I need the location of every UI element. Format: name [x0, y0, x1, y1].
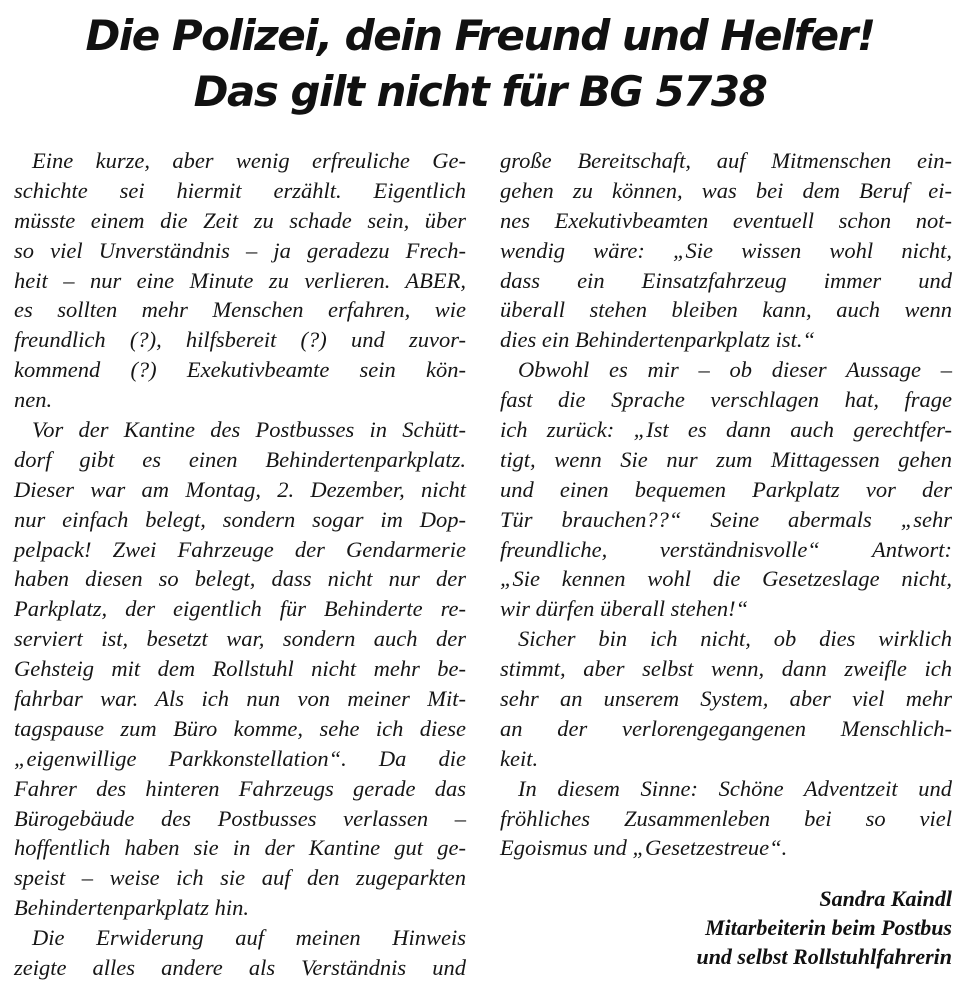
text-line: schichte sei hiermit erzählt. Eigentlich	[14, 177, 466, 203]
text-line: wendig wäre: „Sie wissen wohl nicht,	[500, 237, 952, 263]
text-line: sehr an unserem System, aber viel mehr	[500, 686, 952, 712]
text-line: fast die Sprache verschlagen hat, frage	[500, 387, 952, 413]
text-line: es sollten mehr Menschen erfahren, wie	[14, 297, 466, 323]
text-line: „eigenwillige Parkkonstellation“. Da die	[14, 745, 466, 771]
text-line: Sicher bin ich nicht, ob dies wirklich	[518, 626, 952, 652]
text-line: Vor der Kantine des Postbusses in Schütt-	[32, 417, 466, 443]
text-line: Eine kurze, aber wenig erfreuliche Ge-	[32, 148, 466, 173]
headline-line-1: Die Polizei, dein Freund und Helfer!	[85, 11, 875, 60]
author-note: und selbst Rollstuhlfahrerin	[696, 944, 952, 969]
text-line: tigt, wenn Sie nur zum Mittagessen gehen	[500, 446, 952, 472]
text-line: fröhliches Zusammenleben bei so viel	[500, 805, 952, 831]
text-line: Fahrer des hinteren Fahrzeugs gerade das	[14, 775, 466, 801]
text-line: Gehsteig mit dem Rollstuhl nicht mehr be-	[14, 656, 466, 682]
text-line: kommend (?) Exekutivbeamte sein kön-	[14, 357, 466, 383]
text-line: an der verlorengegangenen Menschlich-	[500, 715, 952, 741]
text-line: serviert ist, besetzt war, sondern auch der	[14, 626, 466, 652]
text-line: müsste einem die Zeit zu schade sein, über	[14, 207, 466, 233]
left-column	[14, 146, 466, 983]
text-line: gehen zu können, was bei dem Beruf ei-	[500, 177, 952, 203]
signature-block	[560, 884, 952, 971]
text-line: Tür brauchen??“ Seine abermals „sehr	[500, 506, 952, 532]
text-line: überall stehen bleiben kann, auch wenn	[500, 297, 952, 323]
right-column	[500, 146, 952, 863]
text-line: hoffentlich haben sie in der Kantine gut ge-	[14, 835, 466, 861]
text-line: so viel Unverständnis – ja geradezu Frech-	[14, 237, 466, 263]
text-line: haben diesen so belegt, dass nicht nur der	[14, 566, 466, 592]
article-headline	[0, 8, 960, 120]
text-line: pelpack! Zwei Fahrzeuge der Gendarmerie	[14, 536, 466, 562]
text-line: tagspause zum Büro komme, sehe ich diese	[14, 715, 466, 741]
text-line: dies ein Behindertenparkplatz ist.“	[500, 327, 815, 353]
text-line: nes Exekutivbeamten eventuell schon not-	[500, 207, 952, 233]
text-line: Parkplatz, der eigentlich für Behinderte re-	[14, 596, 466, 622]
text-line: freundliche, verständnisvolle“ Antwort:	[500, 536, 952, 562]
text-line: Obwohl es mir – ob dieser Aussage –	[518, 357, 952, 383]
text-line: speist – weise ich sie auf den zugeparkten	[14, 865, 466, 891]
text-line: Egoismus und „Gesetzestreue“.	[500, 835, 788, 861]
text-line: stimmt, aber selbst wenn, dann zweifle ich	[500, 656, 952, 682]
text-line: Dieser war am Montag, 2. Dezember, nicht	[14, 476, 466, 502]
text-line: „Sie kennen wohl die Gesetzeslage nicht,	[500, 566, 952, 592]
author-role: Mitarbeiterin beim Postbus	[705, 915, 952, 940]
text-line: ich zurück: „Ist es dann auch gerechtfer-	[500, 417, 952, 443]
text-line: heit – nur eine Minute zu verlieren. ABER,	[14, 267, 466, 293]
text-line: keit.	[500, 745, 539, 771]
text-line: dass ein Einsatzfahrzeug immer und	[500, 267, 952, 293]
text-line: nur einfach belegt, sondern sogar im Dop-	[14, 506, 466, 532]
text-line: dorf gibt es einen Behindertenparkplatz.	[14, 446, 466, 472]
text-line: freundlich (?), hilfsbereit (?) und zuvor-	[14, 327, 466, 353]
text-line: nen.	[14, 387, 53, 413]
text-line: Bürogebäude des Postbusses verlassen –	[14, 805, 466, 831]
text-line: und einen bequemen Parkplatz vor der	[500, 476, 952, 502]
text-line: große Bereitschaft, auf Mitmenschen ein-	[500, 148, 952, 173]
text-line: Behindertenparkplatz hin.	[14, 895, 249, 921]
text-line: wir dürfen überall stehen!“	[500, 596, 749, 622]
text-line: Die Erwiderung auf meinen Hinweis	[32, 925, 466, 951]
text-line: fahrbar war. Als ich nun von meiner Mit-	[14, 686, 466, 712]
text-line: In diesem Sinne: Schöne Adventzeit und	[518, 775, 952, 801]
author-name: Sandra Kaindl	[819, 886, 952, 911]
headline-line-2: Das gilt nicht für BG 5738	[193, 67, 767, 116]
text-line: zeigte alles andere als Verständnis und	[14, 955, 466, 981]
